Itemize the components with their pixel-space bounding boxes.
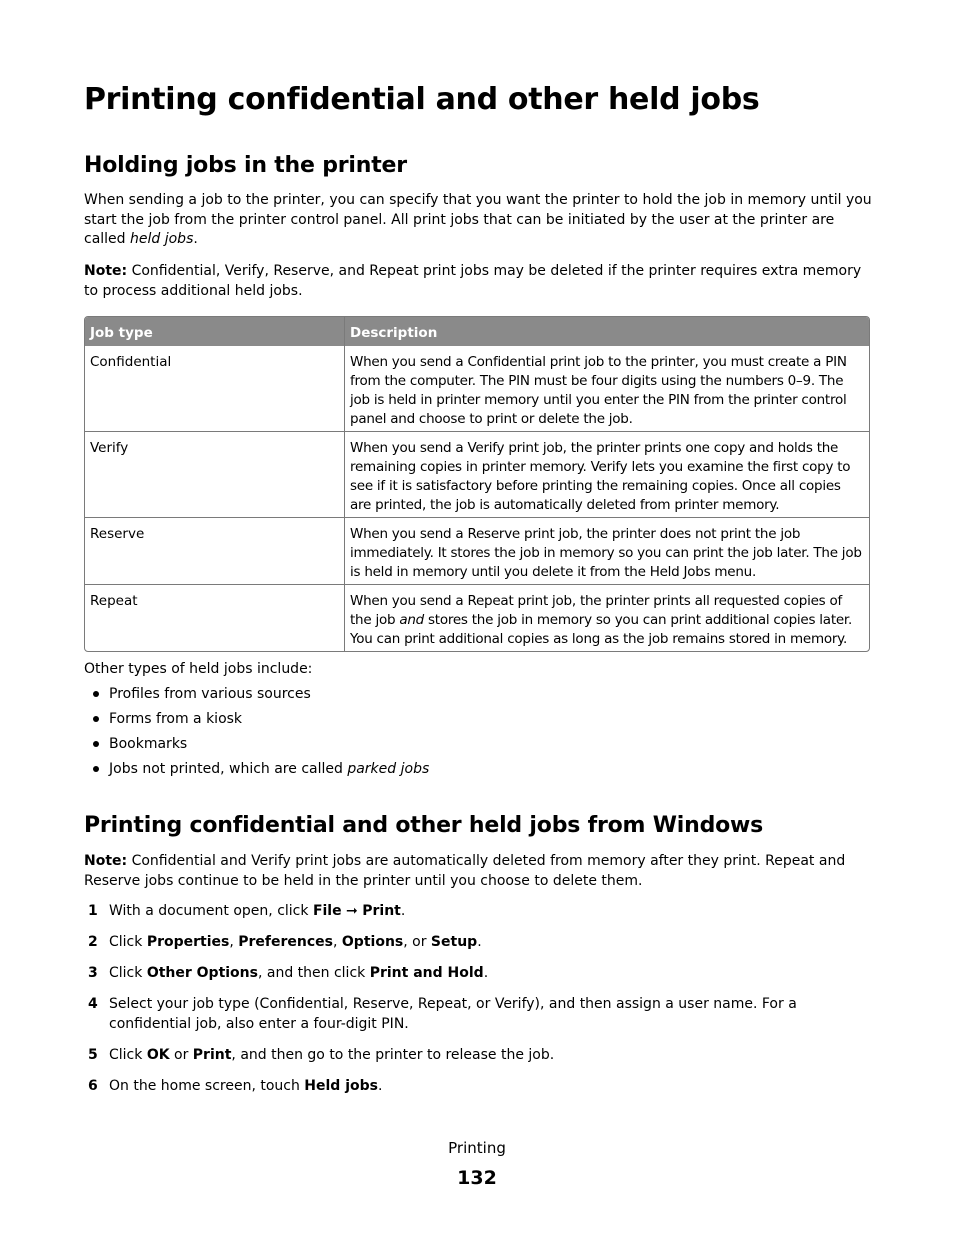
table-cell-description: When you send a Repeat print job, the printer prints all requested copies of the job and stores the job in memory so you can print additional copies later. You can print additional copies as long as the job remains stored in memory.	[350, 593, 853, 647]
table-cell-job-type: Repeat	[85, 585, 345, 651]
footer-section-name: Printing	[448, 1139, 506, 1157]
note-paragraph-1	[84, 262, 874, 301]
table-header-job-type: Job type	[85, 317, 345, 346]
step-number: 6	[88, 1077, 98, 1094]
footer-page-number: 132	[457, 1167, 497, 1189]
table-row	[85, 431, 869, 517]
note-text: Confidential and Verify print jobs are automatically deleted from memory after they print. Repeat and Reserve jobs continue to be held in the printer until you choose to delete them.	[84, 853, 846, 889]
windows-steps-list	[84, 902, 874, 1108]
table-cell-description: When you send a Reserve print job, the printer does not print the job immediately. It stores the job in memory so you can print the job later. The job is held in memory until you delete it from the Held Jobs menu.	[350, 526, 862, 580]
page-title: Printing confidential and other held jobs	[84, 82, 760, 117]
list-item: Bookmarks	[84, 732, 429, 757]
table-cell-description: When you send a Confidential print job to the printer, you must create a PIN from the computer. The PIN must be four digits using the numbers 0–9. The job is held in printer memory until you enter the PIN from the printer control panel and choose to print or delete the job.	[350, 354, 847, 427]
other-types-intro: Other types of held jobs include:	[84, 661, 313, 677]
step-number: 5	[88, 1046, 98, 1063]
held-jobs-bullet-list	[84, 682, 429, 782]
list-item: Profiles from various sources	[84, 682, 429, 707]
list-item: Jobs not printed, which are called parked jobs	[84, 757, 429, 782]
section-heading-holding-jobs: Holding jobs in the printer	[84, 153, 407, 178]
table-header	[85, 317, 869, 346]
step-number: 3	[88, 965, 98, 981]
note-label: Note:	[84, 263, 128, 279]
note-text: Confidential, Verify, Reserve, and Repeat print jobs may be deleted if the printer requires extra memory to process additional held jobs.	[84, 263, 862, 299]
intro-end: .	[193, 231, 198, 247]
table-cell-job-type: Reserve	[85, 518, 345, 584]
step-item: 6 On the home screen, touch Held jobs.	[84, 1077, 874, 1097]
held-jobs-table	[84, 316, 870, 652]
step-number: 2	[88, 934, 98, 950]
table-header-description: Description	[350, 325, 438, 341]
list-item: Forms from a kiosk	[84, 707, 429, 732]
table-row	[85, 346, 869, 431]
table-row	[85, 517, 869, 584]
step-item: 1 With a document open, click File ➞ Print.	[84, 902, 874, 922]
table-cell-description: When you send a Verify print job, the printer prints one copy and holds the remaining copies in printer memory. Verify lets you examine the first copy to see if it is satisfactory before printing the remaining copies. Once all copies are printed, the job is automatically deleted from printer memory.	[350, 440, 851, 513]
step-item: 2 Click Properties, Preferences, Options, or Setup.	[84, 933, 874, 953]
note-paragraph-2	[84, 852, 874, 891]
section-heading-windows: Printing confidential and other held jobs from Windows	[84, 813, 764, 838]
table-cell-job-type: Confidential	[85, 346, 345, 431]
table-cell-job-type: Verify	[85, 432, 345, 517]
step-item: 3 Click Other Options, and then click Print and Hold.	[84, 964, 874, 984]
table-row	[85, 584, 869, 651]
step-number: 4	[88, 996, 98, 1012]
step-item: 4 Select your job type (Confidential, Reserve, Repeat, or Verify), and then assign a user name. For a confidential job, also enter a four-digit PIN.	[88, 996, 797, 1032]
step-item: 5 Click OK or Print, and then go to the printer to release the job.	[84, 1046, 874, 1066]
intro-text: When sending a job to the printer, you can specify that you want the printer to hold the job in memory until you start the job from the printer control panel. All print jobs that can be initiated by the user at the printer are called	[84, 192, 872, 247]
step-number: 1	[88, 903, 98, 919]
intro-paragraph	[84, 191, 874, 250]
note-label: Note:	[84, 853, 128, 869]
intro-italic: held jobs	[130, 231, 194, 247]
